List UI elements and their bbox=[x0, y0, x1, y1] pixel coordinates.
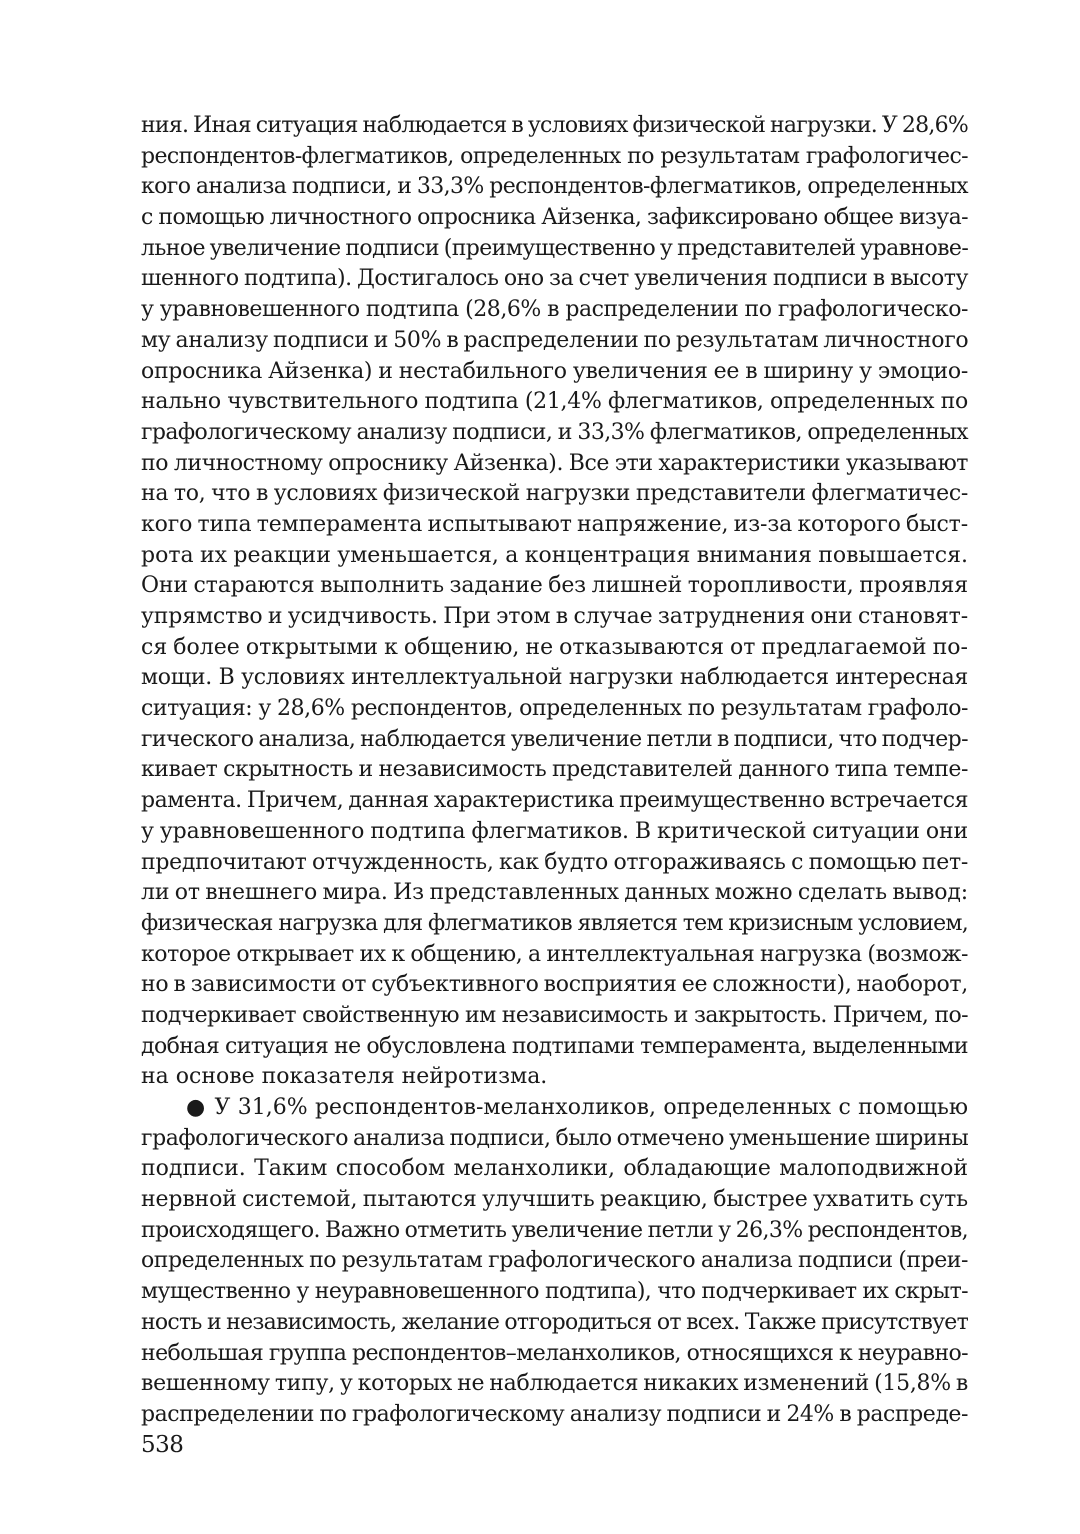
text-line: подписи. Таким способом меланхолики, обладающие малоподвижной bbox=[141, 1156, 968, 1182]
text-line: распределении по графологическому анализу подписи и 24% в распреде- bbox=[141, 1401, 968, 1427]
text-line: графологического анализа подписи, было отмечено уменьшение ширины bbox=[141, 1125, 969, 1151]
text-line: у уравновешенного подтипа (28,6% в распределении по графологическо- bbox=[141, 297, 968, 323]
text-line: льное увеличение подписи (преимущественно у представителей уравнове- bbox=[141, 235, 969, 261]
text-line: ния. Иная ситуация наблюдается в условиях физической нагрузки. У 28,6% bbox=[141, 113, 968, 138]
text-line: но в зависимости от субъективного восприятия ее сложности), наоборот, bbox=[141, 972, 968, 998]
text-line: нально чувствительного подтипа (21,4% флегматиков, определенных по bbox=[141, 389, 968, 415]
text-line: нервной системой, пытаются улучшить реакцию, быстрее ухватить суть bbox=[141, 1187, 968, 1213]
text-line: добная ситуация не обусловлена подтипами темперамента, выделенными bbox=[141, 1033, 968, 1059]
text-line: кого анализа подписи, и 33,3% респондентов-флегматиков, определенных bbox=[141, 174, 968, 200]
text-line: которое открывает их к общению, а интеллектуальная нагрузка (возмож- bbox=[141, 941, 968, 967]
text-line: ся более открытыми к общению, не отказываются от предлагаемой по- bbox=[141, 634, 968, 660]
text-line: на то, что в условиях физической нагрузки представители флегматичес- bbox=[141, 481, 968, 507]
text-line: физическая нагрузка для флегматиков является тем кризисным условием, bbox=[141, 910, 968, 936]
text-line: графологическому анализу подписи, и 33,3% флегматиков, определенных bbox=[141, 419, 968, 445]
text-line: рамента. Причем, данная характеристика преимущественно встречается bbox=[141, 788, 968, 814]
bullet-item-line: ● У 31,6% респондентов-меланхоликов, определенных с помощью bbox=[186, 1095, 968, 1120]
text-line: упрямство и усидчивость. При этом в случае затруднения они становят- bbox=[141, 604, 968, 629]
text-line: рота их реакции уменьшается, а концентрация внимания повышается. bbox=[141, 542, 968, 568]
text-line: ность и независимость, желание отгородиться от всех. Также присутствует bbox=[141, 1309, 968, 1335]
text-line: му анализу подписи и 50% в распределении по результатам личностного bbox=[141, 327, 969, 353]
text-line: кого типа темперамента испытывают напряжение, из-за которого быст- bbox=[141, 511, 968, 537]
text-line: подчеркивает свойственную им независимость и закрытость. Причем, по- bbox=[141, 1002, 968, 1028]
text-line: с помощью личностного опросника Айзенка, зафиксировано общее визуа- bbox=[141, 205, 968, 231]
page-number: 538 bbox=[141, 1432, 184, 1458]
text-line: ситуация: у 28,6% респондентов, определенных по результатам графоло- bbox=[141, 696, 968, 722]
paragraph-end-line: на основе показателя нейротизма. bbox=[141, 1064, 548, 1090]
text-line: мущественно у неуравновешенного подтипа), что подчеркивает их скрыт- bbox=[141, 1279, 968, 1305]
text-line: по личностному опроснику Айзенка). Все эти характеристики указывают bbox=[141, 450, 968, 476]
text-line: опросника Айзенка) и нестабильного увеличения ее в ширину у эмоцио- bbox=[141, 358, 968, 384]
text-line: происходящего. Важно отметить увеличение петли у 26,3% респондентов, bbox=[141, 1217, 968, 1243]
text-line: ли от внешнего мира. Из представленных данных можно сделать вывод: bbox=[141, 880, 968, 906]
text-line: гического анализа, наблюдается увеличение петли в подписи, что подчер- bbox=[141, 726, 968, 752]
text-line: шенного подтипа). Достигалось оно за счет увеличения подписи в высоту bbox=[141, 266, 968, 292]
text-line: небольшая группа респондентов–меланхоликов, относящихся к неуравно- bbox=[141, 1340, 968, 1366]
text-line: вешенному типу, у которых не наблюдается никаких изменений (15,8% в bbox=[141, 1371, 968, 1397]
text-line: предпочитают отчужденность, как будто отгораживаясь с помощью пет- bbox=[141, 849, 968, 875]
text-line: кивает скрытность и независимость представителей данного типа темпе- bbox=[141, 757, 968, 783]
body-text bbox=[141, 111, 968, 1431]
text-line: респондентов-флегматиков, определенных по результатам графологичес- bbox=[141, 143, 968, 169]
text-line: определенных по результатам графологического анализа подписи (преи- bbox=[141, 1248, 968, 1274]
text-line: Они стараются выполнить задание без лишней торопливости, проявляя bbox=[141, 573, 968, 599]
text-line: у уравновешенного подтипа флегматиков. В критической ситуации они bbox=[141, 818, 968, 844]
text-line: мощи. В условиях интеллектуальной нагрузки наблюдается интересная bbox=[141, 665, 968, 691]
